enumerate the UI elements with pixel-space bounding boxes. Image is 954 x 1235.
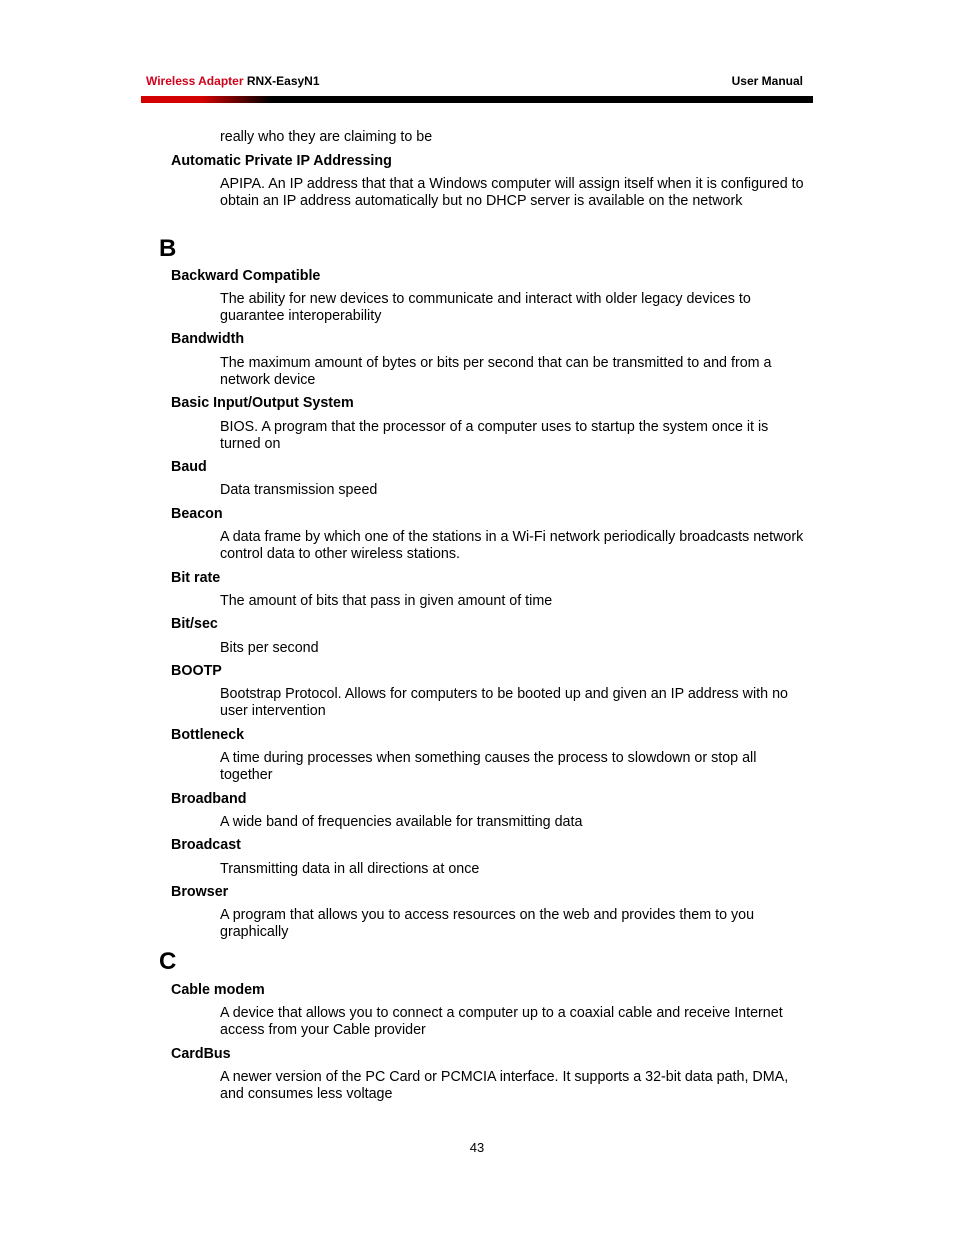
glossary-term: Bit/sec xyxy=(171,616,218,632)
glossary-term: Bit rate xyxy=(171,570,221,586)
header-model: RNX-EasyN1 xyxy=(246,74,320,88)
glossary-term: Beacon xyxy=(171,506,223,522)
glossary-term: BOOTP xyxy=(171,663,222,679)
header-brand: Wireless Adapter xyxy=(146,74,244,88)
glossary-term: Broadcast xyxy=(171,837,241,853)
section-letter-b: B xyxy=(159,235,177,262)
glossary-definition: Bits per second xyxy=(220,640,319,656)
glossary-term: CardBus xyxy=(171,1046,231,1062)
glossary-definition: A wide band of frequencies available for transmitting data xyxy=(220,814,583,830)
glossary-term: Bottleneck xyxy=(171,727,245,743)
glossary-definition: The maximum amount of bytes or bits per second that can be transmitted to and from a network device xyxy=(220,355,772,388)
glossary-term: Baud xyxy=(171,459,207,475)
page-number: 43 xyxy=(469,1140,485,1155)
glossary-definition: BIOS. A program that the processor of a computer uses to startup the system once it is turned on xyxy=(220,419,769,452)
glossary-definition: A device that allows you to connect a computer up to a coaxial cable and receive Internet access from your Cable provider xyxy=(220,1005,783,1038)
glossary-term: Automatic Private IP Addressing xyxy=(171,153,392,169)
glossary-term: Browser xyxy=(171,884,229,900)
glossary-definition: Bootstrap Protocol. Allows for computers to be booted up and given an IP address with no user intervention xyxy=(220,686,788,719)
glossary-term: Basic Input/Output System xyxy=(171,395,354,411)
intro-continuation: really who they are claiming to be xyxy=(220,129,433,145)
glossary-term: Cable modem xyxy=(171,982,265,998)
glossary-definition: Data transmission speed xyxy=(220,482,378,498)
glossary-term: Backward Compatible xyxy=(171,268,321,284)
section-letter-c: C xyxy=(159,948,177,975)
header-manual-title: User Manual xyxy=(731,74,803,88)
glossary-term: Broadband xyxy=(171,791,247,807)
glossary-definition: A time during processes when something causes the process to slowdown or stop all together xyxy=(220,750,757,783)
glossary-definition: A data frame by which one of the stations in a Wi-Fi network periodically broadcasts network control data to other wireless stations. xyxy=(220,529,804,562)
glossary-term: Bandwidth xyxy=(171,331,245,347)
glossary-definition: A program that allows you to access resources on the web and provides them to you graphically xyxy=(220,907,755,940)
header-rule xyxy=(141,96,813,103)
glossary-definition: APIPA. An IP address that that a Windows computer will assign itself when it is configured to obtain an IP address automatically but no DHCP server is available on the network xyxy=(220,176,804,209)
glossary-definition: Transmitting data in all directions at once xyxy=(220,861,480,877)
glossary-definition: The amount of bits that pass in given amount of time xyxy=(220,593,553,609)
glossary-definition: A newer version of the PC Card or PCMCIA interface. It supports a 32-bit data path, DMA, and consumes less voltage xyxy=(220,1069,789,1102)
glossary-definition: The ability for new devices to communicate and interact with older legacy devices to guarantee interoperability xyxy=(220,291,751,324)
page-header xyxy=(146,74,803,90)
